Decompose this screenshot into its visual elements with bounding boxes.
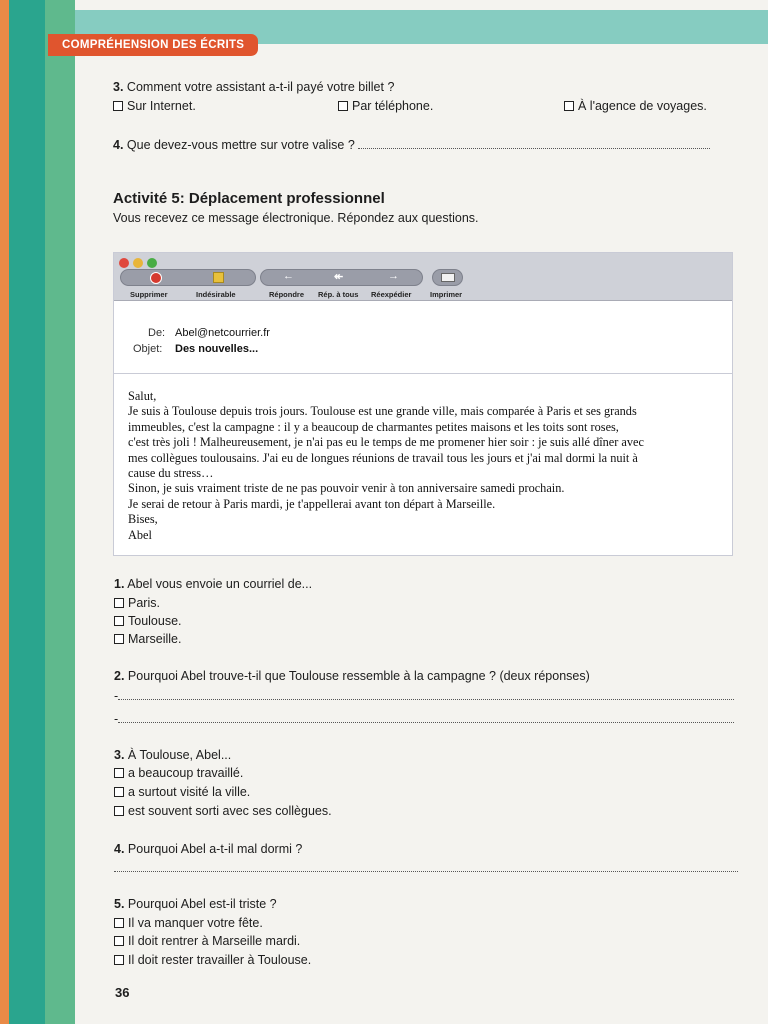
answer-row[interactable] [114,861,738,875]
toolbar-label-forward[interactable]: Réexpédier [371,290,412,299]
dash: - [114,712,119,726]
orange-edge [0,0,9,1024]
question-text: Abel vous envoie un courriel de... [127,577,313,591]
option-item[interactable] [338,99,433,113]
question-5 [114,897,277,911]
answer-line[interactable] [114,871,738,872]
printer-icon [441,273,455,282]
email-line: Je serai de retour à Paris mardi, je t'appellerai avant ton départ à Marseille. [128,496,496,511]
question-number: 3. [113,80,124,94]
option-label: Par téléphone. [352,99,434,113]
print-button[interactable] [432,269,463,286]
from-value: Abel@netcourrier.fr [175,327,270,339]
junk-icon[interactable] [213,272,224,283]
email-line: immeubles, c'est la campagne : il y a beaucoup de charmantes petites maisons et les toits sont roses, [128,419,619,434]
email-line: Abel [128,527,152,542]
email-window [113,252,733,556]
option-item[interactable] [113,99,196,113]
email-line: Salut, [128,389,157,403]
option-item[interactable] [114,632,182,646]
email-line: mes collègues toulousains. J'ai eu de longues réunions de travail tous les jours et j'ai mal dormi la nuit à [128,450,638,465]
delete-junk-button-group [120,269,256,286]
green-stripe [45,0,75,1024]
dash: - [114,689,119,703]
answer-row[interactable] [114,712,734,726]
option-label: À l'agence de voyages. [578,99,707,113]
checkbox[interactable] [114,936,124,946]
option-label: Marseille. [128,632,182,646]
question-3 [114,748,231,762]
checkbox[interactable] [114,787,124,797]
option-item[interactable] [114,766,243,780]
option-label: Paris. [128,596,160,610]
option-label: est souvent sorti avec ses collègues. [128,804,332,818]
option-item[interactable] [114,785,250,799]
question-1 [114,577,312,591]
question-text: Que devez-vous mettre sur votre valise ? [126,138,355,152]
question-text: Pourquoi Abel trouve-t-il que Toulouse ressemble à la campagne ? (deux réponses) [127,669,590,683]
teal-stripe [9,0,45,1024]
checkbox[interactable] [114,918,124,928]
reply-all-arrow-icon[interactable]: ↞ [334,271,344,283]
toolbar-label-reply[interactable]: Répondre [269,290,305,299]
option-label: Toulouse. [128,614,182,628]
question-text: À Toulouse, Abel... [127,748,232,762]
option-item[interactable] [114,804,332,818]
question-number: 1. [114,577,125,591]
toolbar-label-delete[interactable]: Supprimer [130,290,168,299]
question-number: 4. [113,138,124,152]
question-number: 5. [114,897,125,911]
checkbox[interactable] [114,634,124,644]
reply-button-group [260,269,423,286]
answer-line[interactable] [358,148,710,149]
activity-subtitle: Vous recevez ce message électronique. Répondez aux questions. [113,211,479,225]
reply-arrow-icon[interactable]: ← [283,270,294,282]
answer-row[interactable] [114,689,734,703]
checkbox[interactable] [114,806,124,816]
question-4 [114,842,302,856]
option-label: a surtout visité la ville. [128,785,251,799]
option-item[interactable] [114,953,311,967]
toolbar-label-junk[interactable]: Indésirable [196,290,236,299]
email-line: cause du stress… [128,466,214,481]
checkbox[interactable] [114,768,124,778]
close-light-icon[interactable] [119,258,129,268]
option-label: Sur Internet. [127,99,196,113]
option-item[interactable] [114,614,182,628]
checkbox[interactable] [338,101,348,111]
subject-label: Objet: [133,343,163,355]
page-number: 36 [115,985,130,1000]
option-label: a beaucoup travaillé. [128,766,244,780]
delete-icon[interactable] [150,272,162,284]
toolbar-label-reply-all[interactable]: Rép. à tous [318,290,359,299]
email-toolbar [114,253,732,301]
zoom-light-icon[interactable] [147,258,157,268]
email-line: Bises, [128,512,158,527]
checkbox[interactable] [114,616,124,626]
toolbar-label-print[interactable]: Imprimer [430,290,463,299]
option-label: Il doit rentrer à Marseille mardi. [128,934,301,948]
activity-title: Activité 5: Déplacement professionnel [113,190,385,207]
minimize-light-icon[interactable] [133,258,143,268]
prev-question-4 [113,138,710,152]
question-number: 2. [114,669,125,683]
option-item[interactable] [114,934,300,948]
question-text: Pourquoi Abel a-t-il mal dormi ? [127,842,303,856]
question-number: 3. [114,748,125,762]
email-line: Sinon, je suis vraiment triste de ne pas pouvoir venir à ton anniversaire samedi prochain. [128,481,565,496]
checkbox[interactable] [564,101,574,111]
section-tab: COMPRÉHENSION DES ÉCRITS [48,34,258,56]
option-item[interactable] [114,916,263,930]
answer-line[interactable] [118,722,734,723]
option-label: Il va manquer votre fête. [128,916,263,930]
question-text: Pourquoi Abel est-il triste ? [127,897,277,911]
question-2 [114,669,590,683]
option-item[interactable] [564,99,707,113]
prev-question-3 [113,80,394,94]
email-line: c'est très joli ! Malheureusement, je n'ai pas eu le temps de me promener hier soir : je suis allé dîner avec [128,435,644,450]
checkbox[interactable] [113,101,123,111]
question-text: Comment votre assistant a-t-il payé votre billet ? [126,80,395,94]
from-label: De: [148,327,166,339]
question-number: 4. [114,842,125,856]
forward-arrow-icon[interactable]: → [388,270,399,282]
email-divider [114,373,732,374]
answer-line[interactable] [118,699,734,700]
email-line: Je suis à Toulouse depuis trois jours. Toulouse est une grande ville, mais comparée à Paris et ses grands [128,404,637,419]
checkbox[interactable] [114,598,124,608]
email-body [128,389,644,543]
subject-value: Des nouvelles... [175,343,259,355]
option-item[interactable] [114,596,160,610]
option-label: Il doit rester travailler à Toulouse. [128,953,312,967]
checkbox[interactable] [114,955,124,965]
